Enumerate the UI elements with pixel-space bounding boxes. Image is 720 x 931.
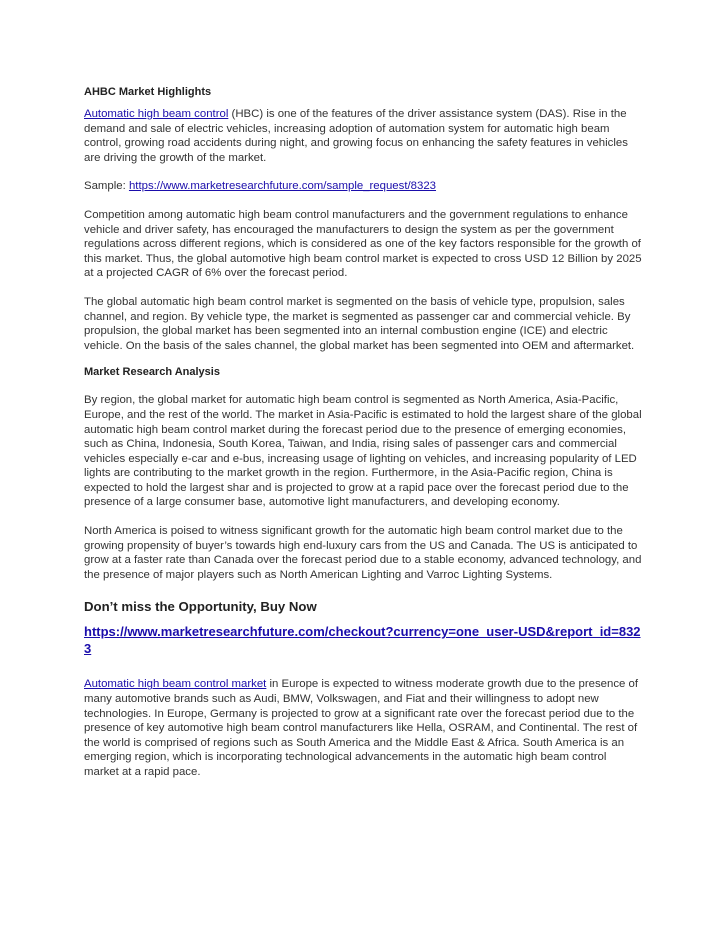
paragraph-competition: Competition among automatic high beam control manufacturers and the government regulations to enhance vehicle and driver safety, has encouraged the manufacturers to design the system as per the government regulations across different regions, which is considered as one of the key factors responsible for the growth of this market. Thus, the global automotive high beam control market is expected to cross USD 12 Billion by 2025 at a projected CAGR of 6% over the forecast period. xyxy=(84,208,642,280)
paragraph-regional: By region, the global market for automatic high beam control is segmented as North America, Asia-Pacific, Europe, and the rest of the world. The market in Asia-Pacific is estimated to hold the largest share of the global automatic high beam control market during the forecast period due to the presence of emerging economies, such as China, Indonesia, South Korea, Taiwan, and India, rising sales of passenger cars and commercial vehicles especially e-car and e-bus, increasing usage of lighting on vehicles, and increasing popularity of LED lights are contributing to the market growth in the region. Furthermore, in the Asia-Pacific region, China is expected to hold the largest shar and is projected to grow at a rapid pace over the forecast period due to the presence of a large consumer base, automotive light manufacturers, and developing economy. xyxy=(84,394,642,509)
sample-line xyxy=(84,179,644,194)
sample-label: Sample: xyxy=(84,180,129,193)
link-automatic-high-beam-control[interactable]: Automatic high beam control xyxy=(84,108,229,120)
checkout-link[interactable]: https://www.marketresearchfuture.com/checkout?currency=one_user-USD&report_id=8323 xyxy=(84,624,641,657)
paragraph-north-america: North America is poised to witness significant growth for the automatic high beam control market due to the growing propensity of buyer’s towards high end-luxury cars from the US and Canada. The US is anticipated to grow at a faster rate than Canada over the forecast period due to a stable economy, advanced technology, and the presence of major players such as North American Lighting and Varroc Lighting Systems. xyxy=(84,525,642,581)
sample-request-link[interactable]: https://www.marketresearchfuture.com/sample_request/8323 xyxy=(128,180,437,193)
paragraph-intro-text: (HBC) is one of the features of the driver assistance system (DAS). Rise in the demand and sale of electric vehicles, increasing adoption of automation system for automatic high beam control, growing road accidents during night, and growing focus on enhancing the safety features in vehicles are driving the growth of the market. xyxy=(84,108,628,164)
paragraph-europe-text: in Europe is expected to witness moderate growth due to the presence of many automotive brands such as Audi, BMW, Volkswagen, and Fiat and their willingness to adopt new technologies. In Europe, Germany is projected to grow at a significant rate over the forecast period due to the presence of key automotive high beam control manufacturers like Hella, OSRAM, and Continental. The rest of the world is comprised of regions such as South America and the Middle East & Africa. South America is an emerging region, which is incorporating technological advancements in the automatic high beam control market at a rapid pace. xyxy=(84,678,639,778)
heading-buy-now: Don’t miss the Opportunity, Buy Now xyxy=(84,599,317,615)
heading-market-research-analysis: Market Research Analysis xyxy=(84,366,220,379)
heading-market-highlights: AHBC Market Highlights xyxy=(84,86,212,98)
paragraph-intro xyxy=(84,107,644,165)
link-automatic-high-beam-control-market[interactable]: Automatic high beam control market xyxy=(84,678,267,691)
paragraph-europe xyxy=(84,677,644,779)
document-page xyxy=(84,85,644,780)
paragraph-segmentation: The global automatic high beam control market is segmented on the basis of vehicle type, propulsion, sales channel, and region. By vehicle type, the market is segmented as passenger car and commercial vehicle. By propulsion, the global market has been segmented into an internal combustion engine (ICE) and electric vehicle. On the basis of the sales channel, the global market has been segmented into OEM and aftermarket. xyxy=(84,295,635,352)
